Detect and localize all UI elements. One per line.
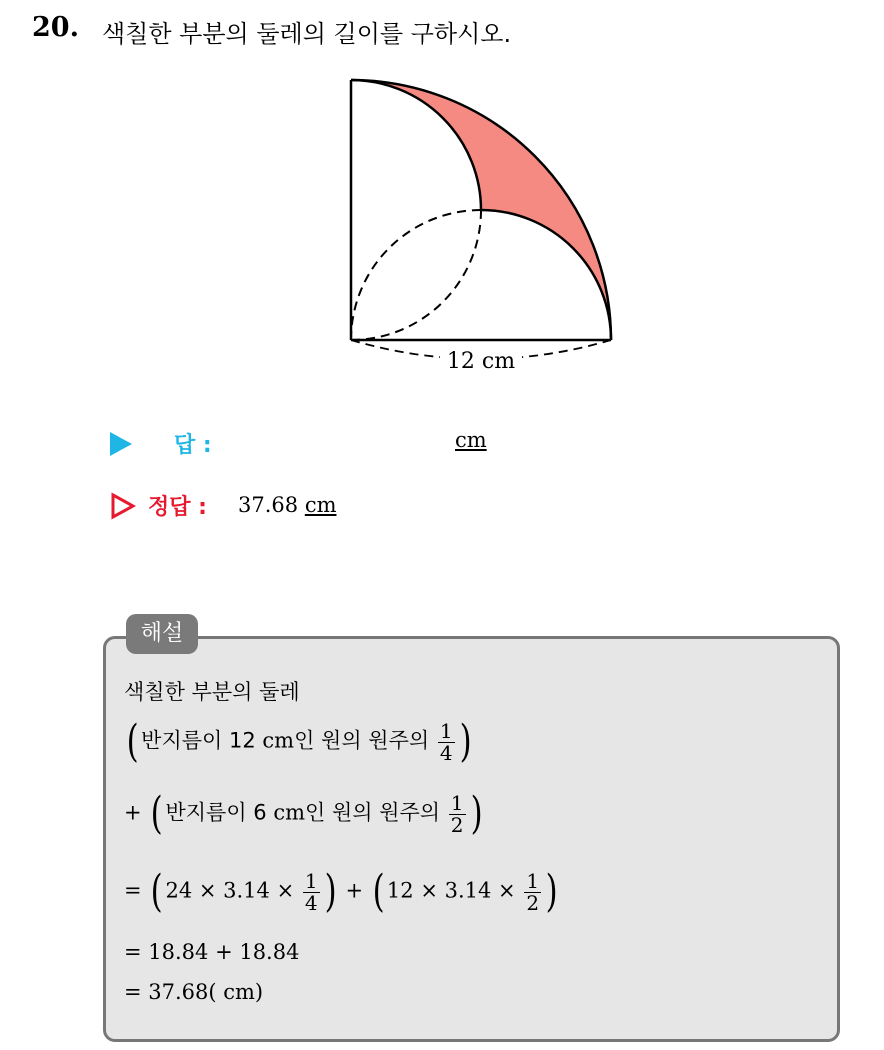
outline-triangle-icon	[110, 492, 136, 520]
solution-line-5: = 18.84 + 18.84	[124, 940, 300, 964]
open-paren: (	[150, 788, 163, 839]
question-number: 20.	[32, 12, 79, 43]
solution-line-6: = 37.68( cm)	[124, 980, 264, 1004]
inner-arc-right	[481, 210, 611, 340]
answer-unit: cm	[455, 428, 487, 452]
solution-line-2	[124, 716, 474, 767]
correct-value	[238, 493, 337, 517]
open-paren: (	[126, 716, 139, 767]
solution-line-4	[124, 866, 560, 917]
quarter-circle-figure	[340, 70, 630, 380]
line4-part1: 24 × 3.14 ×	[165, 878, 295, 903]
dashed-arc-right	[351, 210, 481, 340]
line2-unit: cm	[262, 728, 295, 753]
plus-sign: +	[345, 878, 364, 903]
equals-sign: =	[124, 878, 142, 903]
close-paren: )	[470, 788, 483, 839]
fraction: $\frac{1}{2}$	[526, 868, 540, 915]
inner-arc-top	[351, 80, 481, 210]
correct-answer-row	[110, 490, 410, 524]
correct-label: 정답 :	[148, 495, 207, 520]
open-paren: (	[150, 866, 163, 917]
fraction: $\frac{1}{2}$	[450, 790, 464, 837]
line3-unit: cm	[273, 800, 306, 825]
answer-label: 답 :	[174, 433, 212, 458]
fraction: $\frac{1}{4}$	[439, 718, 453, 765]
radius-label: 12 cm	[446, 349, 516, 374]
fraction: $\frac{1}{4}$	[304, 868, 318, 915]
close-paren: )	[459, 716, 472, 767]
question-text: 색칠한 부분의 둘레의 길이를 구하시오.	[102, 20, 512, 48]
plus-sign: +	[124, 800, 142, 825]
line3-text-a: 반지름이 6	[165, 800, 267, 825]
line2-text-a: 반지름이 12	[141, 728, 256, 753]
open-paren: (	[372, 866, 385, 917]
line4-part2: 12 × 3.14 ×	[386, 878, 516, 903]
correct-unit: cm	[304, 493, 337, 517]
solution-line-1: 색칠한 부분의 둘레	[124, 680, 300, 704]
close-paren: )	[324, 866, 337, 917]
play-triangle-icon	[110, 432, 132, 456]
solution-tab: 해설	[126, 614, 198, 654]
answer-row	[110, 428, 510, 462]
correct-number: 37.68	[238, 493, 299, 517]
solution-line-3	[124, 788, 485, 839]
line2-text-b: 인 원의 원주의	[294, 728, 430, 753]
close-paren: )	[545, 866, 558, 917]
line3-text-b: 인 원의 원주의	[305, 800, 441, 825]
dashed-arc-left	[351, 210, 481, 340]
